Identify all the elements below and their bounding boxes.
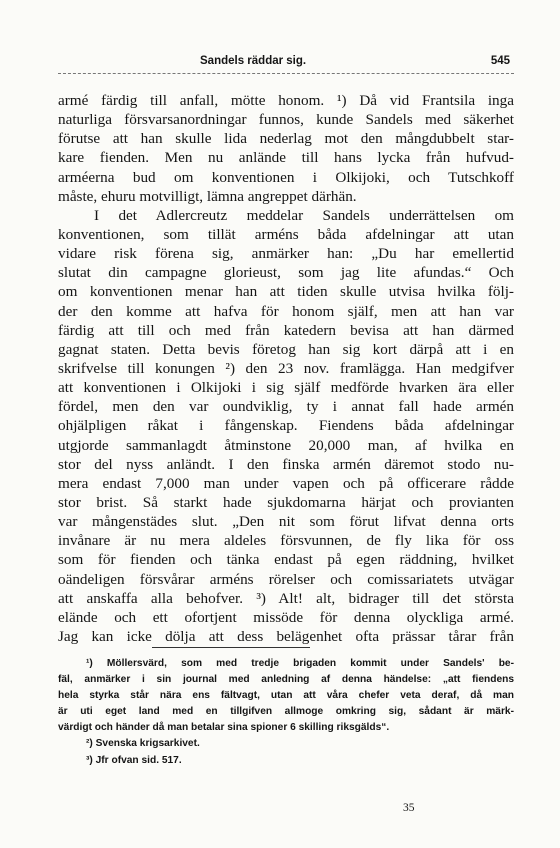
footnote-line: ²) Svenska krigsarkivet. — [86, 738, 200, 750]
text-line: oändeligen försvårar arméns rörelser och comissariatets utvägar — [58, 570, 514, 588]
header-rule — [58, 73, 514, 74]
text-line: elände och ett ofortjent missöde för denna olyckliga armé. — [58, 608, 514, 626]
text-line: var mångenstädes slut. „Den nit som förut lifvat denna orts — [58, 513, 514, 531]
footnote-line: värdigt och händer då man betalar sina spioner 6 skilling riksgälds“. — [58, 722, 390, 734]
text-line: stor brist. Så starkt hade sjukdomarna härjat och provianten — [58, 493, 514, 511]
text-line: gagnat staten. Detta bevis företog han sig kort därpå att i en — [58, 340, 514, 358]
footnotes — [58, 656, 514, 769]
footnote-line: är uti eget land med en tillgifven allmoge omkring sig, sådant är märk- — [58, 706, 514, 718]
text-line: invånare är nu mera aldeles försvunnen, de fly lika för oss — [58, 532, 514, 550]
text-line: att konventionen i Olkijoki i sig själf medförde hvarken ära eller — [58, 379, 514, 397]
text-line: mera endast 7,000 man under vapen och på officerare rådde — [58, 474, 514, 492]
text-line: utgjorde sammanlagdt åtminstone 20,000 man, af hvilka en — [58, 436, 514, 454]
text-line: slutat din campagne glorieust, som jag lite afundas.“ Och — [58, 264, 514, 282]
text-line: att anskaffa alla behofver. ³) Alt! alt, bidrager till det största — [58, 589, 514, 607]
footnote-rule — [152, 647, 310, 648]
page-header — [58, 53, 514, 75]
text-line: der den komme att hafva för honom själf, men att han var — [58, 302, 514, 320]
text-line: som för fienden och tänka endast på egen räddning, hvilket — [58, 551, 514, 569]
text-line: måste, ehuru motvilligt, lämna angreppet därhän. — [58, 187, 357, 205]
footnote-line: fäl, anmärker i sin journal med anledning af denna händelse: „att fiendens — [58, 674, 514, 686]
text-line: Jag kan icke dölja att dess belägenhet ofta prässar tårar från — [58, 627, 514, 645]
body-text — [58, 91, 514, 646]
running-title: Sandels räddar sig. — [200, 55, 307, 67]
text-line: stor del nyss anländt. I den finska armén däremot stodo nu- — [58, 455, 514, 473]
text-line: vidare risk förena sig, anmärker han: „Du har emellertid — [58, 245, 514, 263]
footnote-line: ¹) Möllersvärd, som med tredje brigaden kommit under Sandels' be- — [86, 658, 514, 669]
page-number: 545 — [490, 55, 510, 67]
text-line: färdig att till och med från katedern bevisa att han därmed — [58, 321, 514, 339]
text-line: kare fienden. Men nu anlände till hans lycka från hufvud- — [58, 149, 514, 167]
text-line: konventionen, som tillät arméns båda afdelningar att utan — [58, 225, 514, 243]
text-line: naturliga försvarsanordningar funnos, kunde Sandels med säkerhet — [58, 111, 514, 129]
text-line: om konventionen menar han att tiden skulle utvisa hvilka följ- — [58, 283, 514, 301]
footnote-line: hela styrka står nära ens fältvagt, utan att våra chefer veta deraf, då man — [58, 690, 514, 702]
text-line: förutse att han skulle lida nederlag mot den mångdubbelt star- — [58, 130, 514, 148]
text-line: ohjälpligen råkat i fångenskap. Fiendens båda afdelningar — [58, 417, 514, 435]
text-line: armé färdig till anfall, mötte honom. ¹) Då vid Frantsila inga — [58, 92, 514, 109]
signature-mark: 35 — [403, 802, 415, 814]
footnote-line: ³) Jfr ofvan sid. 517. — [86, 754, 182, 766]
text-line: arméerna bud om konventionen i Olkijoki, och Tutschkoff — [58, 168, 514, 186]
text-line: I det Adlercreutz meddelar Sandels underrättelsen om — [94, 206, 514, 224]
text-line: fördel, men den var oundviklig, ty i annat fall hade armén — [58, 398, 514, 416]
text-line: skrifvelse till konungen ²) den 23 nov. framlägga. Han medgifver — [58, 359, 514, 377]
